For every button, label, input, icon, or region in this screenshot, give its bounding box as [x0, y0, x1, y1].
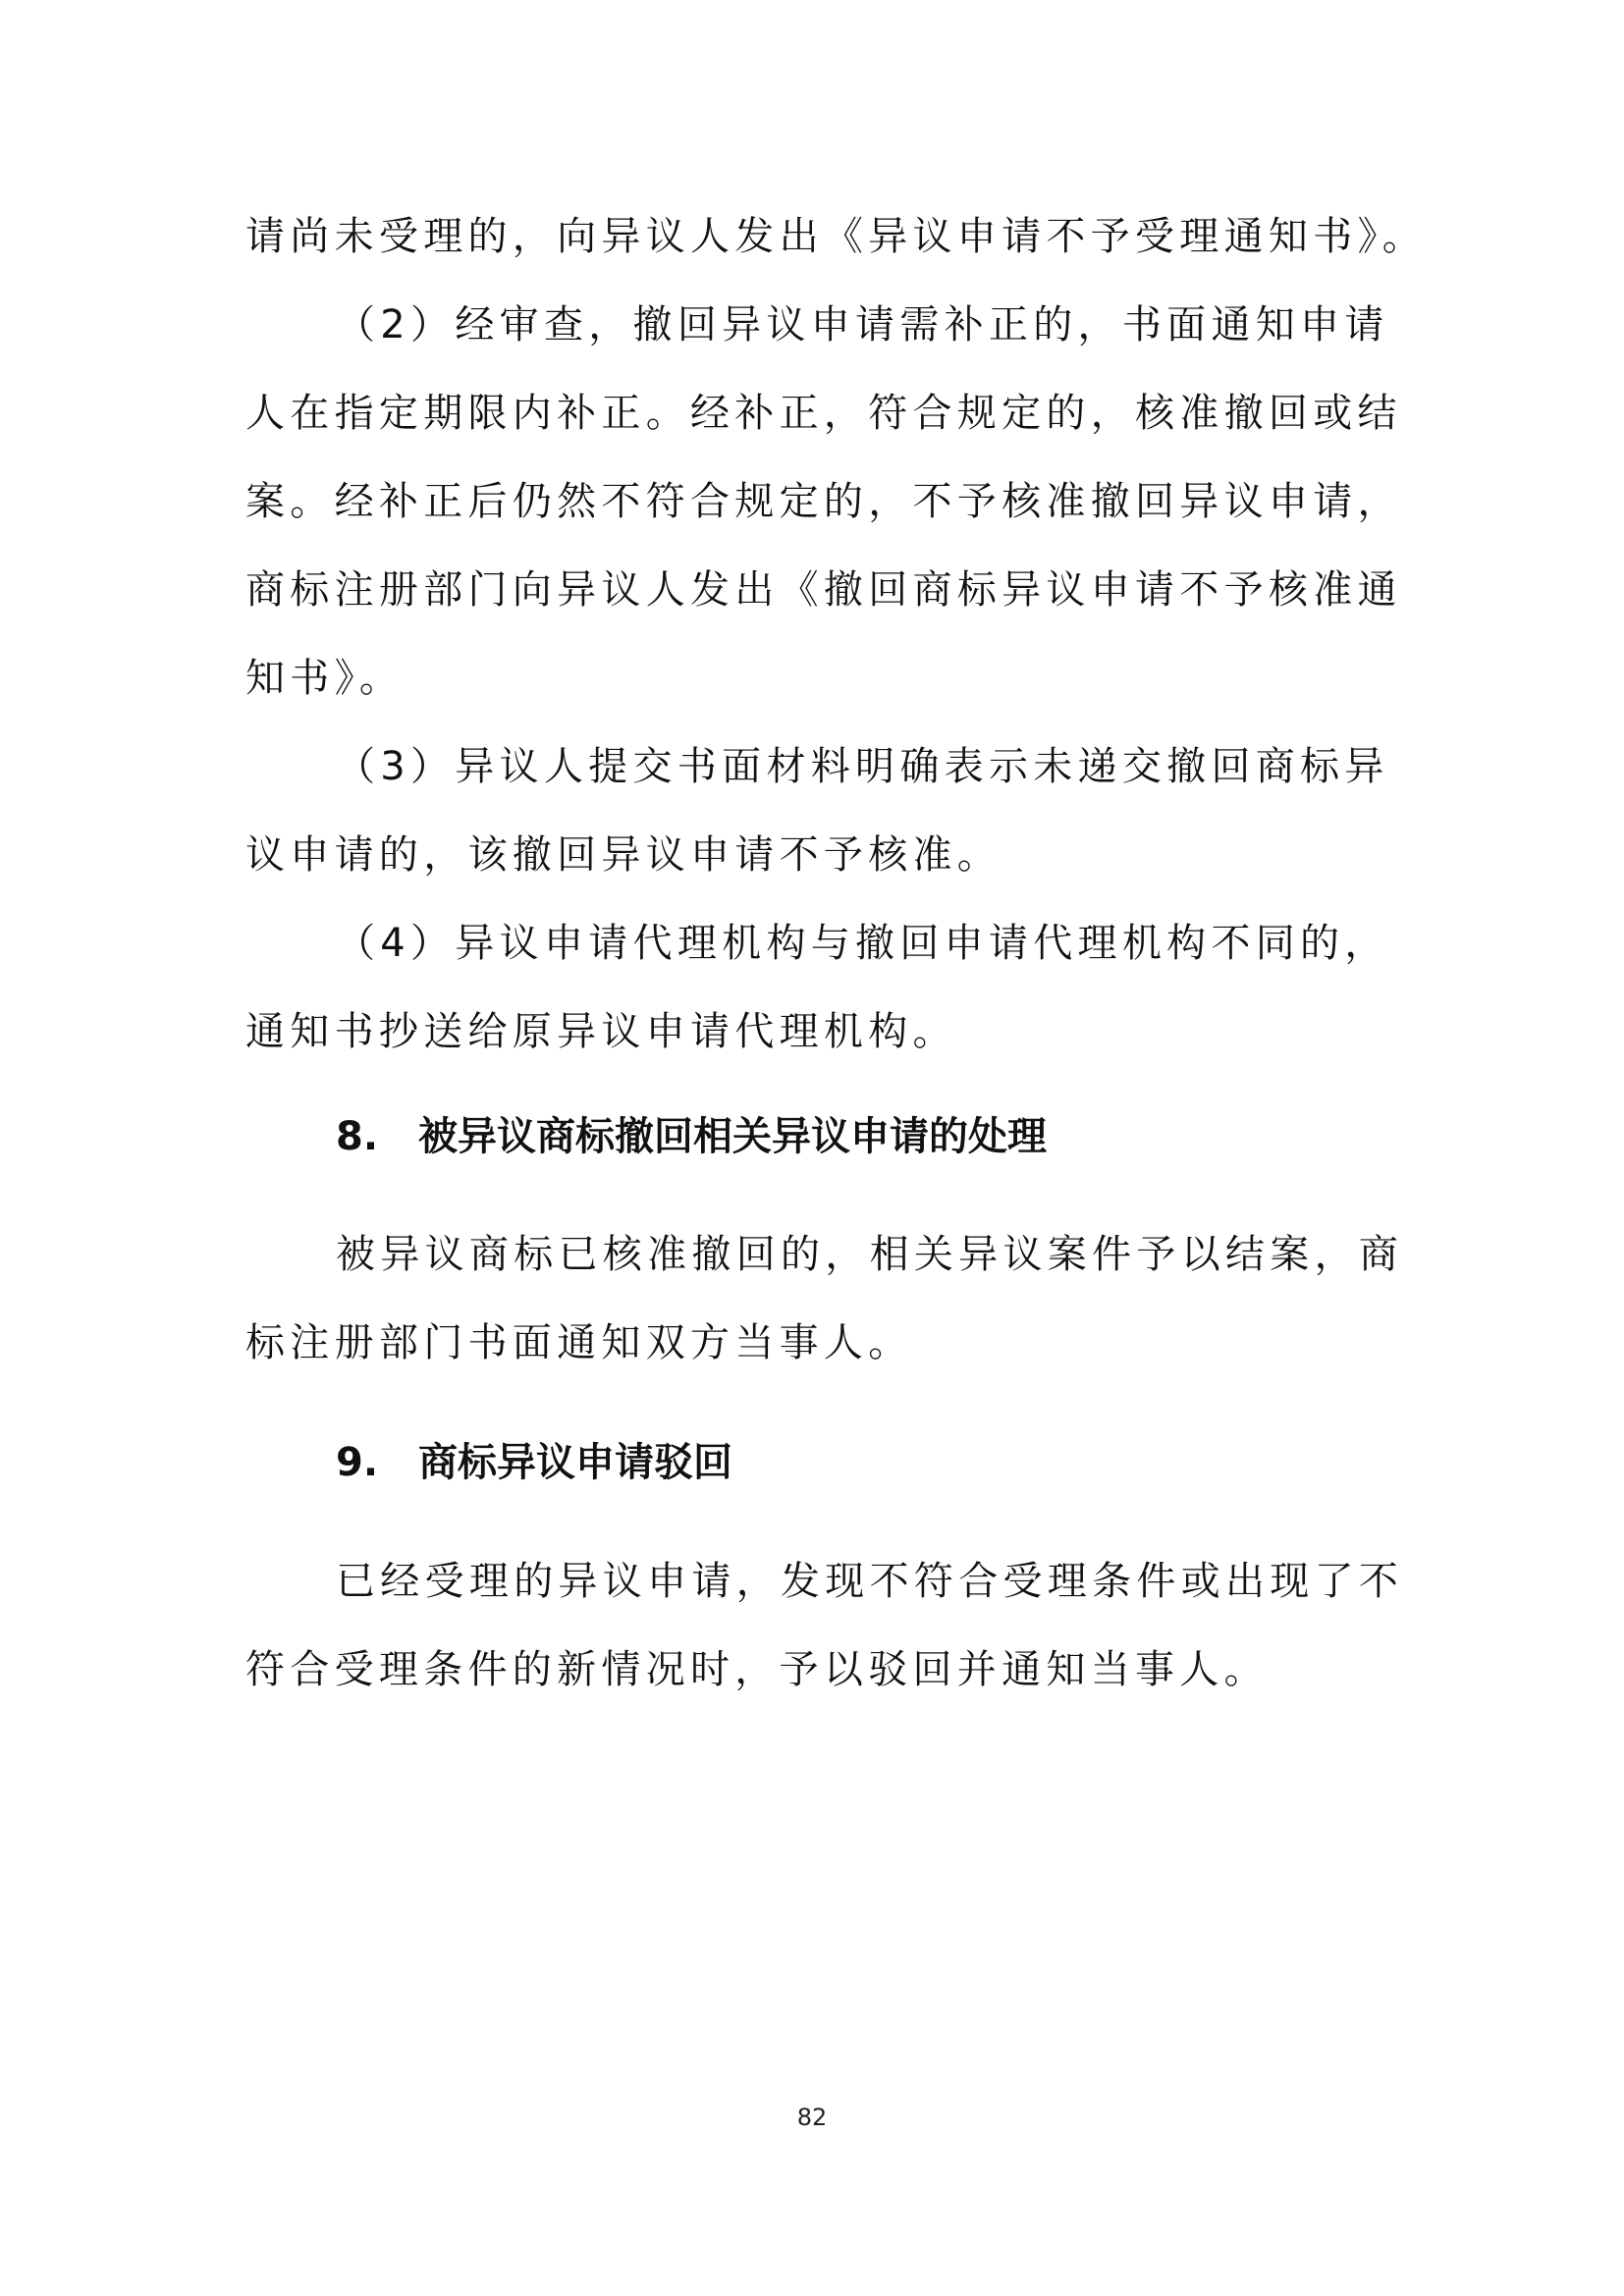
paragraph-item4-line-2: 通知书抄送给原异议申请代理机构。 [245, 1009, 957, 1054]
paragraph-item3-line-2: 议申请的，该撤回异议申请不予核准。 [245, 832, 1002, 878]
paragraph-item2-line-2: 人在指定期限内补正。经补正，符合规定的，核准撤回或结 [245, 391, 1402, 436]
paragraph-section9-line-2: 符合受理条件的新情况时，予以驳回并通知当事人。 [245, 1647, 1269, 1692]
paragraph-item2-line-5: 知书》。 [245, 656, 405, 701]
section-9-title: 商标异议申请驳回 [418, 1440, 732, 1485]
paragraph-item3-line-1: （3）异议人提交书面材料明确表示未递交撤回商标异 [336, 744, 1389, 789]
paragraph-section8-line-1: 被异议商标已核准撤回的，相关异议案件予以结案，商 [336, 1232, 1404, 1277]
paragraph-continuation-line-1: 请尚未受理的，向异议人发出《异议申请不予受理通知书》。 [245, 214, 1428, 259]
section-8-title: 被异议商标撤回相关异议申请的处理 [418, 1114, 1047, 1159]
section-8-number: 8. [336, 1114, 379, 1159]
paragraph-item2-line-4: 商标注册部门向异议人发出《撤回商标异议申请不予核准通 [245, 567, 1402, 613]
page-number: 82 [796, 2104, 828, 2131]
paragraph-item2-line-1: （2）经审查，撤回异议申请需补正的，书面通知申请 [336, 302, 1389, 347]
paragraph-section8-line-2: 标注册部门书面通知双方当事人。 [245, 1320, 913, 1365]
section-9-number: 9. [336, 1440, 379, 1485]
paragraph-item4-line-1: （4）异议申请代理机构与撤回申请代理机构不同的， [336, 921, 1389, 966]
section-8-heading [336, 1109, 1047, 1164]
paragraph-item2-line-3: 案。经补正后仍然不符合规定的，不予核准撤回异议申请， [245, 479, 1402, 524]
section-9-heading [336, 1435, 732, 1490]
paragraph-section9-line-1: 已经受理的异议申请，发现不符合受理条件或出现了不 [336, 1559, 1404, 1604]
